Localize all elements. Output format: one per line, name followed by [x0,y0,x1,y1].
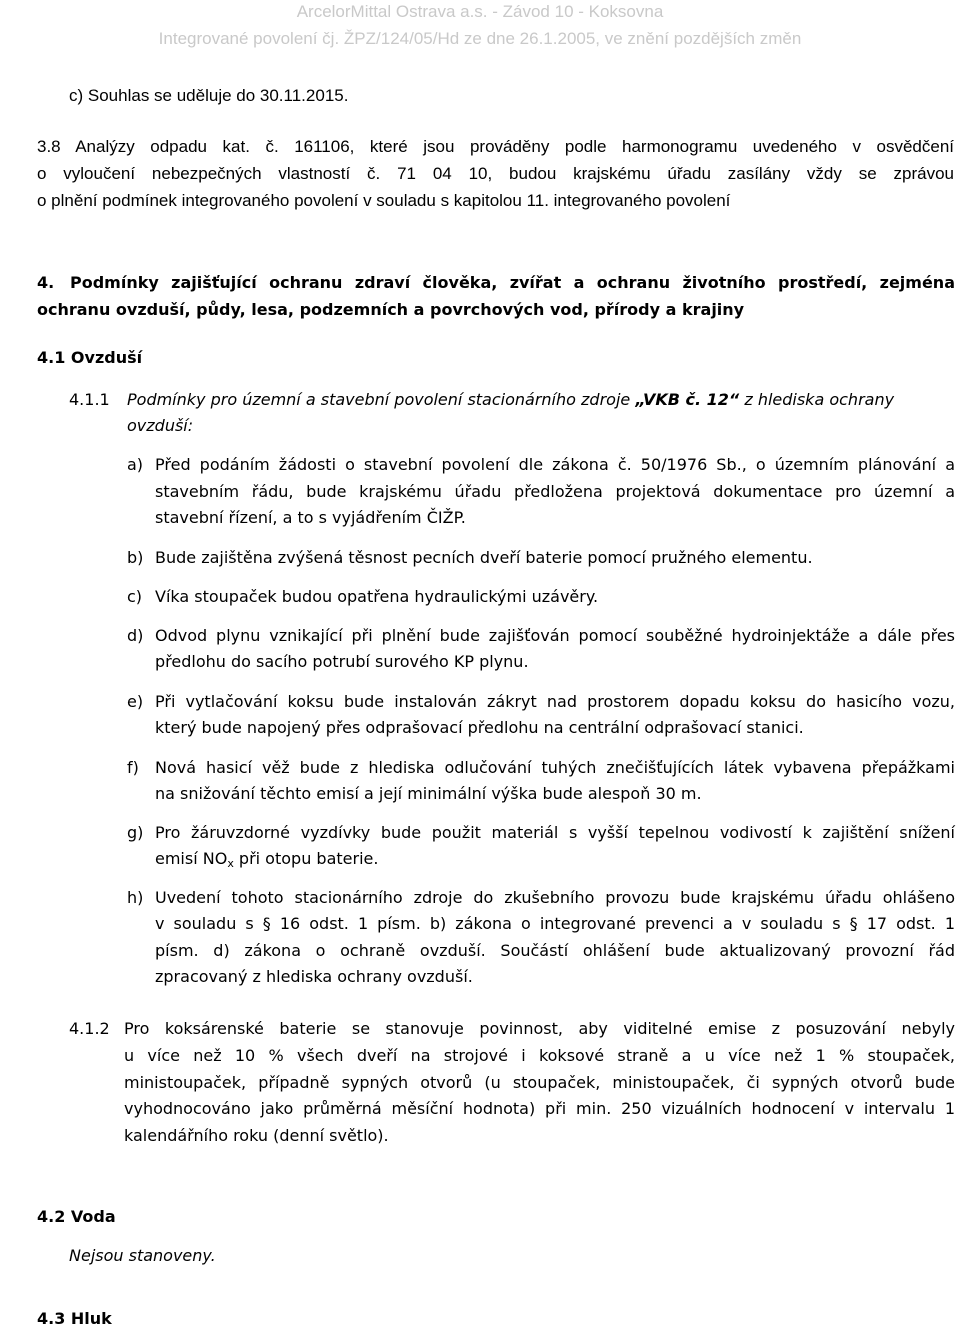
item-g-label: g) [127,823,144,842]
s38-line3: o plnění podmínek integrovaného povolení v souladu s kapitolou 11. integrovaného povolení [37,191,731,210]
s412-line2: u více než 10 % všech dveří na strojové i koksové straně a u více než 1 % stoupaček, [124,1046,955,1065]
item-c-label: c) [127,587,143,606]
s43-heading: 4.3 Hluk [37,1309,112,1328]
s38-line1: 3.8 Analýzy odpadu kat. č. 161106, které jsou prováděny podle harmonogramu uvedeného v osvědčení [37,137,954,156]
s42-heading: 4.2 Voda [37,1207,116,1226]
item-h-line1: Uvedení tohoto stacionárního zdroje do zkušebního provozu bude krajskému úřadu ohlášeno [155,888,955,907]
s411-title-line2: ovzduší: [127,416,194,435]
header-company: ArcelorMittal Ostrava a.s. - Závod 10 - Koksovna [296,2,664,21]
item-g-line2 [155,849,378,870]
s412-line5: kalendářního roku (denní světlo). [124,1126,389,1145]
s412-line1: Pro koksárenské baterie se stanovuje povinnost, aby viditelné emise z posuzování nebyly [124,1019,955,1038]
section4-title-line2: ochranu ovzduší, půdy, lesa, podzemních a povrchových vod, přírody a krajiny [37,300,745,319]
s411-title [127,390,894,409]
item-a-line3: stavební řízení, a to s vyjádřením ČIŽP. [155,508,466,527]
item-a-line2: stavebním řádu, bude krajskému úřadu předložena projektová dokumentace pro územní a [155,482,955,501]
section4-number: 4. [37,273,55,292]
item-d-label: d) [127,626,144,645]
item-f-line1: Nová hasicí věž bude z hlediska odlučování tuhých znečišťujících látek vybavena přepážkami [155,758,955,777]
header-permit-reference: Integrované povolení čj. ŽPZ/124/05/Hd ze dne 26.1.2005, ve znění pozdějších změn [158,29,802,48]
section4-title-line1: Podmínky zajišťující ochranu zdraví člověka, zvířat a ochranu životního prostředí, zejména [70,273,955,292]
s42-text: Nejsou stanoveny. [69,1246,216,1265]
item-b-line1: Bude zajištěna zvýšená těsnost pecních dveří baterie pomocí pružného elementu. [155,548,813,567]
s412-number: 4.1.2 [69,1019,110,1038]
s38-line2: o vyloučení nebezpečných vlastností č. 71 04 10, budou krajskému úřadu zasílány vždy se zprávou [37,164,954,183]
item-f-line2: na snižování těchto emisí a její minimální výška bude alespoň 30 m. [155,784,702,803]
item-d-line2: předlohu do sacího potrubí surového KP plynu. [155,652,529,671]
item-g-nox-subscript: x [227,857,234,870]
item-h-line2: v souladu s § 16 odst. 1 písm. b) zákona o integrované prevenci a v souladu s § 17 odst. 1 [155,914,955,933]
item-d-line1: Odvod plynu vznikající při plnění bude zajišťován pomocí souběžné hydroinjektáže a dále přes [155,626,955,645]
item-g-line2-rest: při otopu baterie. [233,849,379,868]
s412-line3: ministoupaček, případně sypných otvorů (u stoupaček, ministoupaček, či sypných otvorů bude [124,1073,955,1092]
s411-title-pre: Podmínky pro územní a stavební povolení stacionárního zdroje [127,390,631,409]
s412-line4: vyhodnocováno jako průměrná měsíční hodnota) při min. 250 vizuálních hodnocení v intervalu 1 [124,1099,955,1118]
item-g-line1: Pro žáruvzdorné vyzdívky bude použit materiál s vyšší tepelnou vodivostí k zajištění snížení [155,823,955,842]
item-e-line1: Při vytlačování koksu bude instalován zákryt nad prostorem dopadu koksu do hasicího vozu, [155,692,955,711]
s411-number: 4.1.1 [69,390,110,409]
item-b-label: b) [127,548,144,567]
s411-title-post: z hlediska ochrany [744,390,895,409]
item-g-nox: emisí NO [155,849,228,868]
item-a-line1: Před podáním žádosti o stavební povolení dle zákona č. 50/1976 Sb., o územním plánování a [155,455,955,474]
consent-text: c) Souhlas se uděluje do 30.11.2015. [69,86,349,105]
item-f-label: f) [127,758,139,777]
s41-heading: 4.1 Ovzduší [37,348,143,367]
item-h-line3: písm. d) zákona o ochraně ovzduší. Součástí ohlášení bude aktualizovaný provozní řád [155,941,955,960]
item-h-line4: zpracovaný z hlediska ochrany ovzduší. [155,967,473,986]
item-e-line2: který bude napojený přes odprašovací předlohu na centrální odprašovací stanici. [155,718,804,737]
s411-vkb: „VKB č. 12“ [635,390,740,409]
item-c-line1: Víka stoupaček budou opatřena hydraulickými uzávěry. [155,587,599,606]
item-e-label: e) [127,692,144,711]
item-a-label: a) [127,455,144,474]
item-h-label: h) [127,888,144,907]
